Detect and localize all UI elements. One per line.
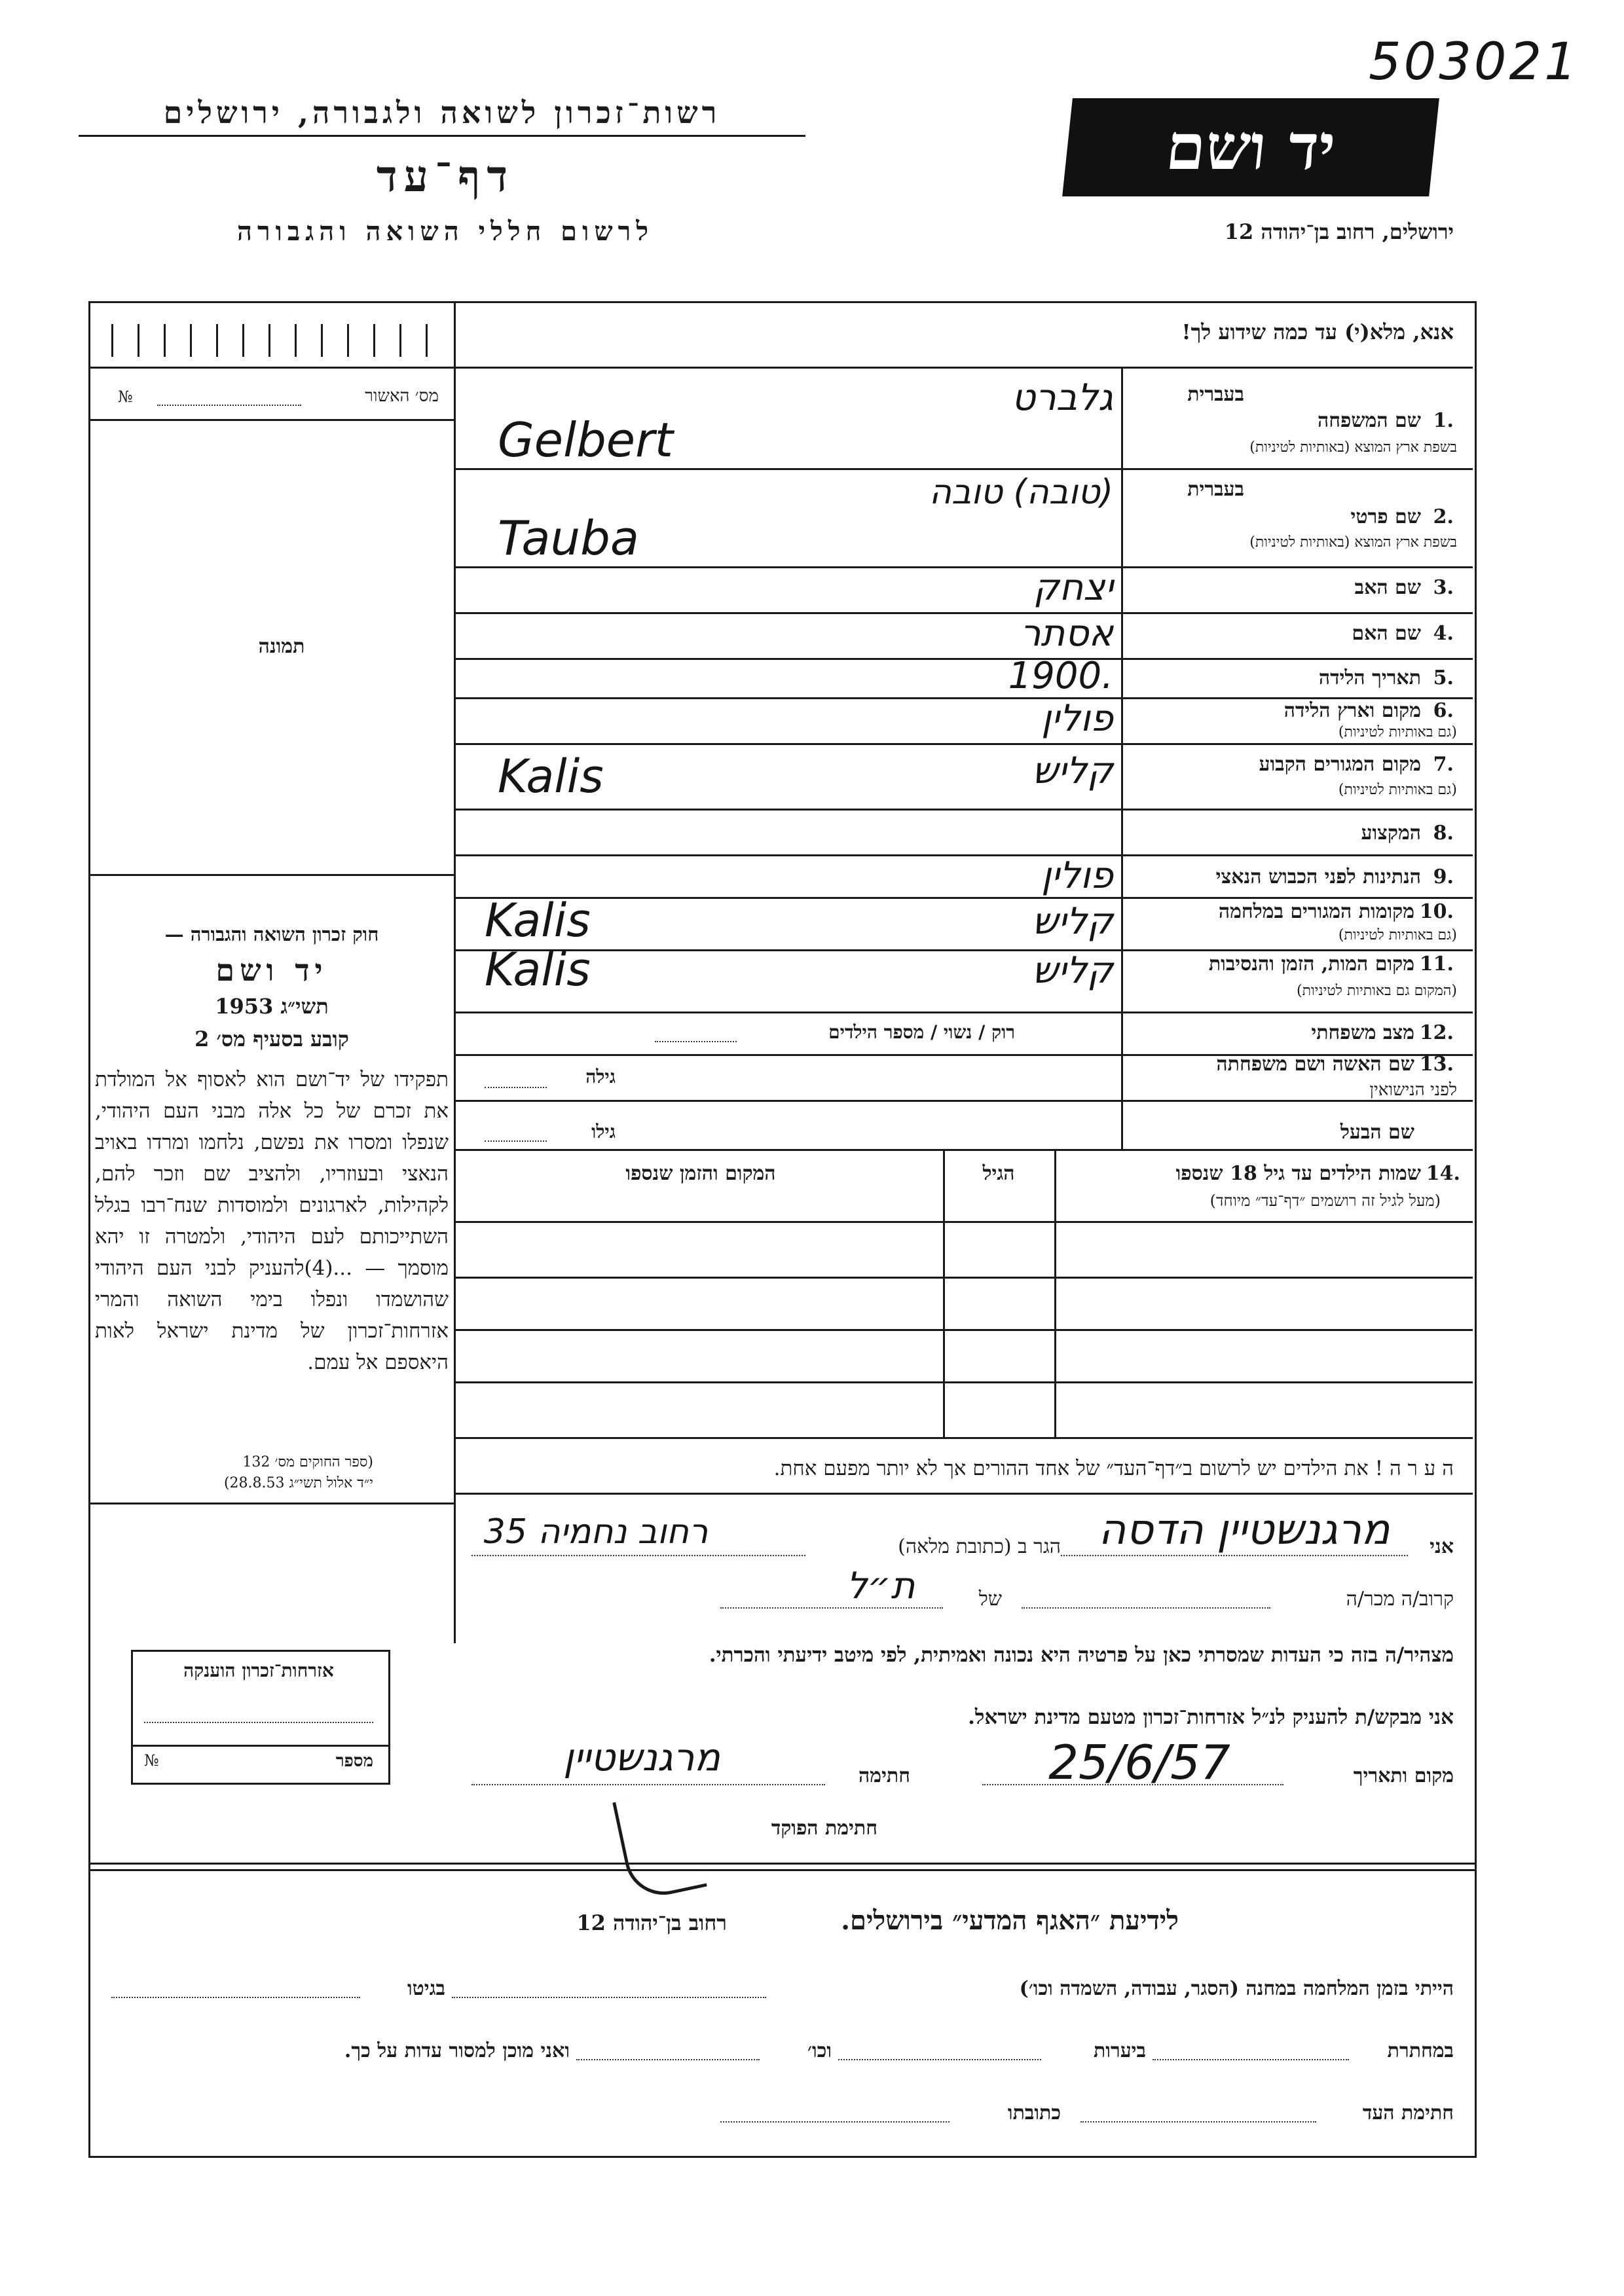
field-6-value: פולין [1041,697,1113,740]
row-rule-13 [454,1100,1473,1102]
field-10-sub: (גם באותיות לטיניות) [1338,927,1457,943]
citizenship-no-symbol: № [144,1751,159,1770]
footer-willing-label: ואני מוכן למסור עדות על כך. [344,2039,570,2062]
form-title: דף־עד [376,151,515,202]
footer-etc-blank [576,2059,760,2060]
citizenship-title: אזרחות־זכרון הוענקה [183,1660,334,1681]
field-6-num: 6. [1433,699,1454,722]
yad-vashem-logo: יד ושם [1062,98,1439,196]
children-col-place: המקום והזמן שנספו [625,1162,776,1185]
children-row-rule-4 [454,1437,1473,1439]
resides-label: הגר ב (כתובת מלאה) [898,1535,1061,1558]
field-12-status-options: רוק / נשוי / מספר הילדים [828,1021,1015,1043]
field-11-value-hebrew: קליש [1032,949,1113,992]
field-4-label: שם האם [1352,622,1421,645]
field-2-hebrew-tag: בעברית [1187,478,1244,501]
row-rule-7 [454,809,1473,811]
field-11-value-latin: Kalis [485,943,591,996]
field-12-label: מצב משפחתי [1311,1021,1414,1044]
field-1-value-hebrew: גלברט [1011,376,1113,419]
field-2-sub: בשפת ארץ המוצא (באותיות לטיניות) [1249,534,1457,551]
field-3-num: 3. [1433,576,1454,599]
children-header-rule [454,1221,1473,1223]
note-rule [454,1493,1473,1495]
field-1-hebrew-tag: בעברית [1187,383,1244,406]
approval-no-symbol: № [118,388,133,406]
value-column-left-border [454,367,456,1021]
field-13-age-line [485,1087,547,1088]
field-6-label: מקום וארץ הלידה [1283,699,1421,722]
place-date-label: מקום ותאריך [1353,1764,1454,1787]
law-title: חוק זכרון השואה והגבורה — [164,923,379,945]
header-address: ירושלים, רחוב בן־יהודה 12 [1224,219,1454,244]
address-line [471,1555,805,1556]
field-13-num: 13. [1419,1053,1454,1076]
field-5-label: תאריך הלידה [1318,666,1421,689]
footer-address-label: כתובתו [1007,2102,1061,2124]
photo-rule [88,874,454,876]
law-clause: קובע בסעיף מס׳ 2 [194,1027,349,1051]
children-note: ה ע ר ה ! את הילדים יש לרשום ב״דף־העד״ של אחד ההורים אך לא יותר מפעם אחת. [773,1457,1454,1480]
citizenship-number-label: מספר [335,1751,373,1771]
children-row-rule-3 [454,1381,1473,1383]
footer-witness-sign-blank [1080,2121,1316,2123]
field-11-num: 11. [1419,953,1454,975]
field-7-sub: (גם באותיות לטיניות) [1338,782,1457,798]
relative-line [1022,1607,1270,1609]
field-12-num: 12. [1419,1021,1454,1044]
children-title: שמות הילדים עד גיל 18 שנספו [1175,1162,1421,1185]
official-signature-label: חתימת הפוקד [771,1817,877,1840]
relative-label: קרוב/ה מכר/ה [1346,1588,1454,1611]
field-1-num: 1. [1433,409,1454,432]
left-bottom-rule [88,1503,454,1504]
field-1-value-latin: Gelbert [498,412,673,467]
field-2-label: שם פרטי [1350,505,1421,528]
field-11-label: מקום המות, הזמן והנסיבות [1208,953,1414,975]
footer-line-1: הייתי בזמן המלחמה במחנה (הסגר, עבודה, השמדה וכו׳) [1019,1977,1454,2000]
photo-label: תמונה [258,635,305,658]
signature-value: מרגנשטיין [563,1735,720,1779]
field-13-sub: לפני הנישואין [1369,1080,1457,1100]
footer-underground-blank [1153,2059,1349,2060]
field-12-children-line [655,1041,737,1042]
intro-text: אנא, מלא(י) עד כמה שידוע לך! [1181,319,1454,344]
citizenship-request: אני מבקש/ת להעניק לנ״ל אזרחות־זכרון מטעם מדינת ישראל. [968,1705,1454,1729]
footer-forests-blank [838,2059,1041,2060]
row-rule-14 [454,1149,1473,1151]
field-13-age-label: גילה [585,1066,616,1087]
children-col-divider-2 [943,1149,945,1437]
address-value: רחוב נחמיה 35 [483,1512,709,1552]
field-1-label: שם המשפחה [1317,409,1421,432]
children-num: 14. [1426,1162,1460,1185]
citizenship-rule [131,1745,390,1747]
field-2-value-latin: Tauba [498,511,639,566]
of-label: של [978,1588,1002,1611]
field-8-label: המקצוע [1361,822,1421,845]
field-9-num: 9. [1433,866,1454,888]
citizenship-line-1 [144,1722,373,1723]
field-4-value: אסתר [1020,612,1113,655]
law-text: תפקידו של יד־ושם הוא לאסוף אל המולדת את זכרם של כל אלה מבני העם היהודי, שנפלו ומסרו את נפשם, נלחמו ומרדו באויב הנאצי ובעוזריו, ולהציב שם וזכר להם, לקהילות, לארגונים ולמוסדות שנח־רבו בגלל השתייכותם לעם היהודי, ולמטרה זו יהא מוסמך — ...(4)להעניק לבני העם היהודי שהושמדו ונפלו בימי השואה והמרי אזרחות־זכרון של מדינת ישראל לאות היאספם אל עמם. [95,1068,449,1374]
field-13-label: שם האשה ושם משפחתה [1216,1053,1414,1076]
children-row-rule-2 [454,1329,1473,1331]
field-4-num: 4. [1433,622,1454,645]
field-1-sub: בשפת ארץ המוצא (באותיות לטיניות) [1249,439,1457,456]
children-col-age: הגיל [982,1162,1015,1185]
field-10-value-latin: Kalis [485,894,591,947]
relation-line [720,1607,943,1609]
field-10-value-hebrew: קליש [1032,900,1113,943]
approval-number-line [157,405,301,406]
field-9-value: פולין [1041,854,1113,897]
law-reference-2: י״ד אלול תשי״ג 28.8.53) [223,1475,373,1491]
field-7-label: מקום המגורים הקבוע [1259,753,1421,776]
footer-ghetto-label: בגיטו [407,1977,445,2000]
children-sub: (מעל לגיל זה רושמים ״דף־עד״ מיוחד) [1209,1192,1441,1210]
field-7-value-latin: Kalis [498,750,604,803]
husband-label: שם הבעל [1340,1121,1414,1144]
footer-etc-label: וכו׳ [807,2039,832,2062]
law-name: יד ושם [215,953,328,988]
children-row-rule-1 [454,1277,1473,1279]
footer-address-blank [720,2121,950,2123]
authority-title: רשות־זכרון לשואה ולגבורה, ירושלים [163,95,721,130]
field-10-label: מקומות המגורים במלחמה [1218,900,1414,923]
field-9-label: הנתינות לפני הכבוש הנאצי [1215,866,1421,888]
row-rule-6 [454,743,1473,745]
document-number: 503021 [1369,33,1579,92]
field-8-num: 8. [1433,822,1454,845]
husband-age-label: גילו [591,1121,616,1142]
approval-rule [88,419,454,421]
footer-title: לידיעת ״האגף המדעי״ בירושלים. [841,1905,1179,1936]
label-column-divider [1121,367,1123,1149]
footer-underground-label: במחתרת [1387,2039,1454,2062]
field-2-num: 2. [1433,505,1454,528]
declaration-i-label: אני [1430,1535,1454,1558]
row-rule-11 [454,1011,1473,1013]
law-reference-1: (ספר החוקים מס׳ 132 [242,1454,373,1470]
law-year: תשי״ג 1953 [215,994,329,1019]
signature-line [471,1784,825,1785]
field-11-sub: (המקום גם באותיות לטיניות) [1297,983,1457,999]
footer-witness-sign-label: חתימת העד [1362,2102,1454,2124]
witness-name: מרגנשטיין הדסה [1098,1506,1390,1554]
left-top-rule [88,367,454,369]
footer-address: רחוב בן־יהודה 12 [576,1910,727,1935]
intro-underline [454,367,1473,369]
footer-line-1-blank [452,1997,766,1998]
declaration-statement: מצהיר/ה בזה כי העדות שמסרתי כאן על פרטיה היא נכונה ואמיתית, לפי מיטב ידיעתי והכרתי. [709,1643,1454,1667]
approval-label: מס׳ האשור [365,386,439,406]
field-5-num: 5. [1433,666,1454,689]
date-line [982,1784,1283,1785]
children-col-divider-1 [1054,1149,1056,1437]
field-3-label: שם האב [1354,576,1421,599]
authority-underline [79,135,805,137]
date-value: 25/6/57 [1048,1735,1230,1790]
signature-label: חתימה [858,1764,910,1787]
witness-name-line [1061,1555,1408,1556]
relation-value: ת״ל [846,1565,915,1607]
field-7-value-hebrew: קליש [1032,750,1113,792]
field-6-sub: (גם באותיות לטיניות) [1338,724,1457,740]
footer-forests-label: ביערות [1093,2039,1146,2062]
footer-ghetto-blank [111,1997,360,1998]
field-5-value: 1900. [1008,655,1113,697]
form-subtitle: לרשום חללי השואה והגבורה [236,216,654,247]
approval-ticks [111,324,439,357]
bottom-section-rule-1 [88,1863,1475,1865]
row-rule-1 [454,468,1473,470]
field-10-num: 10. [1419,900,1454,923]
field-7-num: 7. [1433,753,1454,776]
bottom-section-rule-2 [88,1869,1475,1871]
husband-age-line [485,1140,547,1142]
field-2-value-hebrew: (טובה) טובה [929,473,1113,512]
field-3-value: יצחק [1033,566,1113,609]
